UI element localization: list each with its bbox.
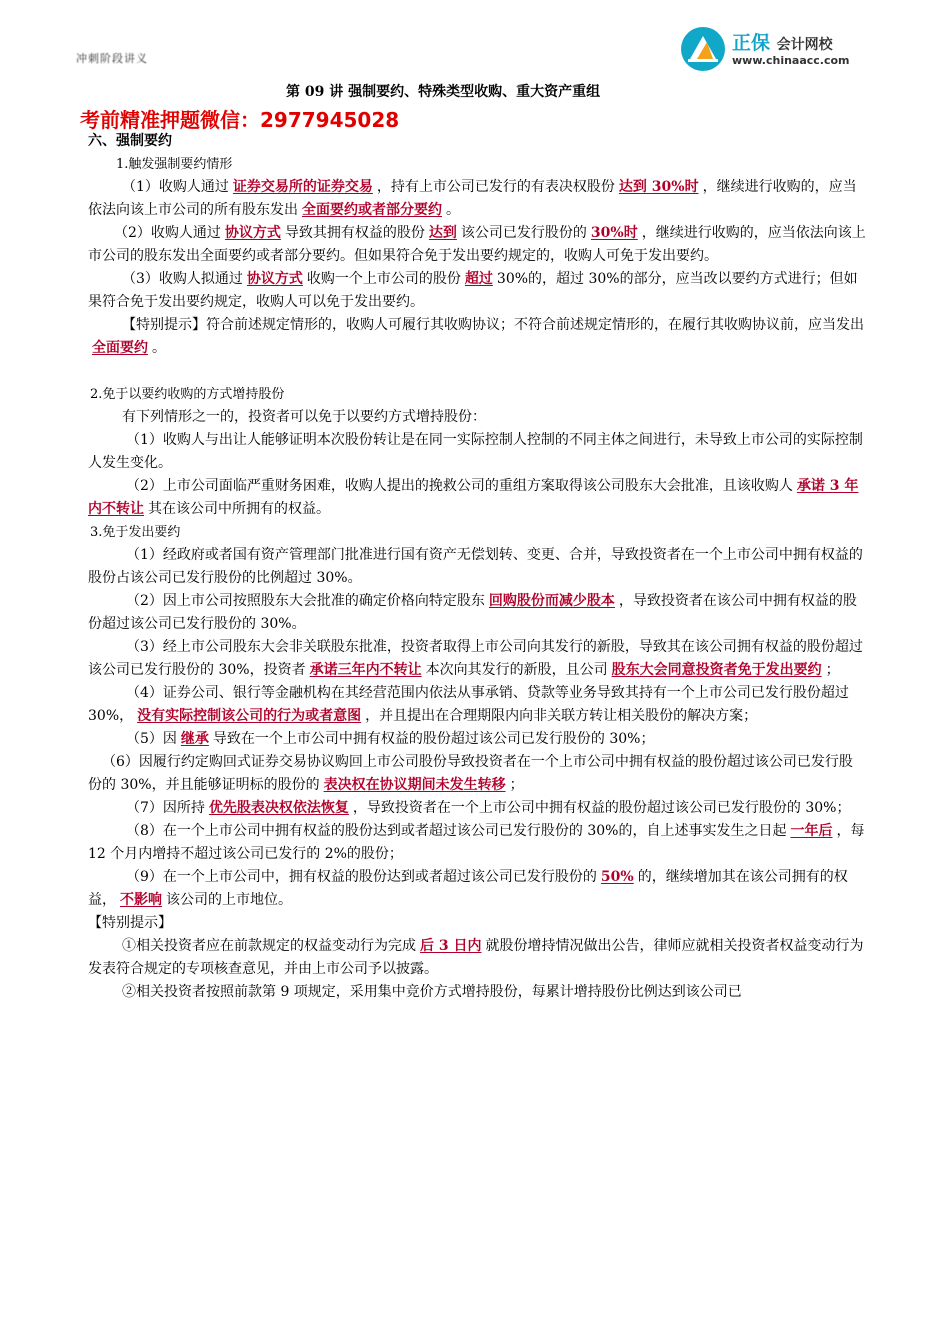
key-term: 没有实际控制该公司的行为或者意图	[137, 708, 362, 724]
special-tip: 【特别提示】符合前述规定情形的，收购人可履行其收购协议；不符合前述规定情形的，在履行其收购协议前，应当发出全面要约 。	[88, 314, 866, 360]
logo-text	[732, 28, 833, 55]
key-term: 全面要约	[92, 340, 148, 356]
paragraph: （1）收购人通过 证券交易所的证券交易 ，持有上市公司已发行的有表决权股份 达到 30%时 ，继续进行收购的，应当依法向该上市公司的所有股东发出 全面要约或者部分要约 。	[88, 179, 857, 218]
key-term: 表决权在协议期间未发生转移	[323, 777, 506, 793]
key-term: 达到	[428, 225, 457, 241]
logo-subname: 会计网校	[776, 37, 833, 53]
paragraph: （4）证券公司、银行等金融机构在其经营范围内依法从事承销、贷款等业务导致其持有一个上市公司已发行股份超过 30%， 没有实际控制该公司的行为或者意图 ，并且提出在合理期限内向非关联方转让相关股份的解决方案；	[88, 685, 849, 724]
corner-header-text: 冲刺阶段讲义	[76, 52, 148, 65]
section-heading: 六、强制要约	[88, 133, 172, 149]
promo-banner: 考前精准押题微信：2977945028	[80, 108, 400, 132]
paragraph: （2）因上市公司按照股东大会批准的确定价格向特定股东 回购股份而减少股本 ，导致投资者在该公司中拥有权益的股份超过该公司已发行股份的 30%。	[88, 593, 857, 632]
paragraph: （6）因履行约定购回式证券交易协议购回上市公司股份导致投资者在一个上市公司中拥有权益的股份超过该公司已发行股份的 30%，并且能够证明标的股份的 表决权在协议期间未发生转移 ；	[88, 754, 853, 793]
tip-item: ②相关投资者按照前款第 9 项规定，采用集中竞价方式增持股份，每累计增持股份比例达到该公司已	[122, 984, 742, 1000]
key-term: 全面要约或者部分要约	[302, 202, 442, 218]
key-term: 后 3 日内	[420, 938, 482, 954]
key-term: 证券交易所的证券交易	[232, 179, 373, 195]
key-term: 回购股份而减少股本	[488, 593, 615, 609]
paragraph: （5）因 继承 导致在一个上市公司中拥有权益的股份超过该公司已发行股份的 30%；	[126, 731, 655, 747]
subsection-title: 1.触发强制要约情形	[116, 157, 233, 172]
subsection-title: 3.免于发出要约	[90, 525, 181, 540]
paragraph: （2）收购人通过 协议方式 导致其拥有权益的股份 达到 该公司已发行股份的 30%时 ，继续进行收购的，应当依法向该上市公司的股东发出全面要约或者部分要约。但如果符合免于发出要约规定的，收购人可免于发出要约。	[88, 225, 866, 264]
paragraph: 有下列情形之一的，投资者可以免于以要约方式增持股份：	[122, 409, 486, 425]
key-term: 协议方式	[246, 271, 303, 287]
paragraph: （9）在一个上市公司中，拥有权益的股份达到或者超过该公司已发行股份的 50% 的，继续增加其在该公司拥有的权益， 不影响 该公司的上市地位。	[88, 869, 848, 908]
key-term: 30%时	[590, 225, 638, 241]
logo-name: 正保	[732, 32, 771, 54]
subsection-title: 2.免于以要约收购的方式增持股份	[90, 387, 285, 402]
special-tip-heading: 【特别提示】	[88, 915, 172, 931]
key-term: 承诺三年内不转让	[309, 662, 422, 678]
document-body	[88, 130, 866, 1004]
key-term: 达到 30%时	[618, 179, 699, 195]
key-term: 优先股表决权依法恢复	[208, 800, 349, 816]
paragraph: （2）上市公司面临严重财务困难，收购人提出的挽救公司的重组方案取得该公司股东大会批准，且该收购人 承诺 3 年内不转让 其在该公司中所拥有的权益。	[88, 478, 859, 517]
chinaacc-logo	[680, 24, 880, 74]
key-term: 超过	[464, 271, 493, 287]
paragraph: （7）因所持 优先股表决权依法恢复 ，导致投资者在一个上市公司中拥有权益的股份超过该公司已发行股份的 30%；	[126, 800, 851, 816]
key-term: 一年后	[790, 823, 833, 839]
logo-emblem-icon	[680, 26, 726, 72]
key-term: 承诺 3 年内不转让	[88, 478, 859, 517]
paragraph: （3）收购人拟通过 协议方式 收购一个上市公司的股份 超过 30%的，超过 30%的部分，应当改以要约方式进行；但如果符合免于发出要约规定，收购人可以免于发出要约。	[88, 271, 858, 310]
paragraph: （8）在一个上市公司中拥有权益的股份达到或者超过该公司已发行股份的 30%的，自上述事实发生之日起 一年后 ，每 12 个月内增持不超过该公司已发行的 2%的股份；	[88, 823, 865, 862]
key-term: 50%	[600, 869, 634, 885]
logo-url: www.chinaacc.com	[732, 54, 850, 67]
lecture-title: 第 09 讲 强制要约、特殊类型收购、重大资产重组	[286, 84, 601, 100]
key-term: 协议方式	[224, 225, 281, 241]
paragraph: （3）经上市公司股东大会非关联股东批准，投资者取得上市公司向其发行的新股，导致其在该公司拥有权益的股份超过该公司已发行股份的 30%，投资者 承诺三年内不转让 本次向其发行的新股，且公司 股东大会同意投资者免于发出要约 ；	[88, 639, 863, 678]
key-term: 继承	[180, 731, 209, 747]
paragraph: （1）收购人与出让人能够证明本次股份转让是在同一实际控制人控制的不同主体之间进行，未导致上市公司的实际控制人发生变化。	[88, 432, 863, 471]
paragraph: （1）经政府或者国有资产管理部门批准进行国有资产无偿划转、变更、合并，导致投资者在一个上市公司中拥有权益的股份占该公司已发行股份的比例超过 30%。	[88, 547, 863, 586]
key-term: 不影响	[120, 892, 162, 908]
tip-item: ①相关投资者应在前款规定的权益变动行为完成 后 3 日内 就股份增持情况做出公告，律师应就相关投资者权益变动行为发表符合规定的专项核查意见，并由上市公司予以披露。	[88, 938, 864, 977]
key-term: 股东大会同意投资者免于发出要约	[611, 662, 822, 678]
